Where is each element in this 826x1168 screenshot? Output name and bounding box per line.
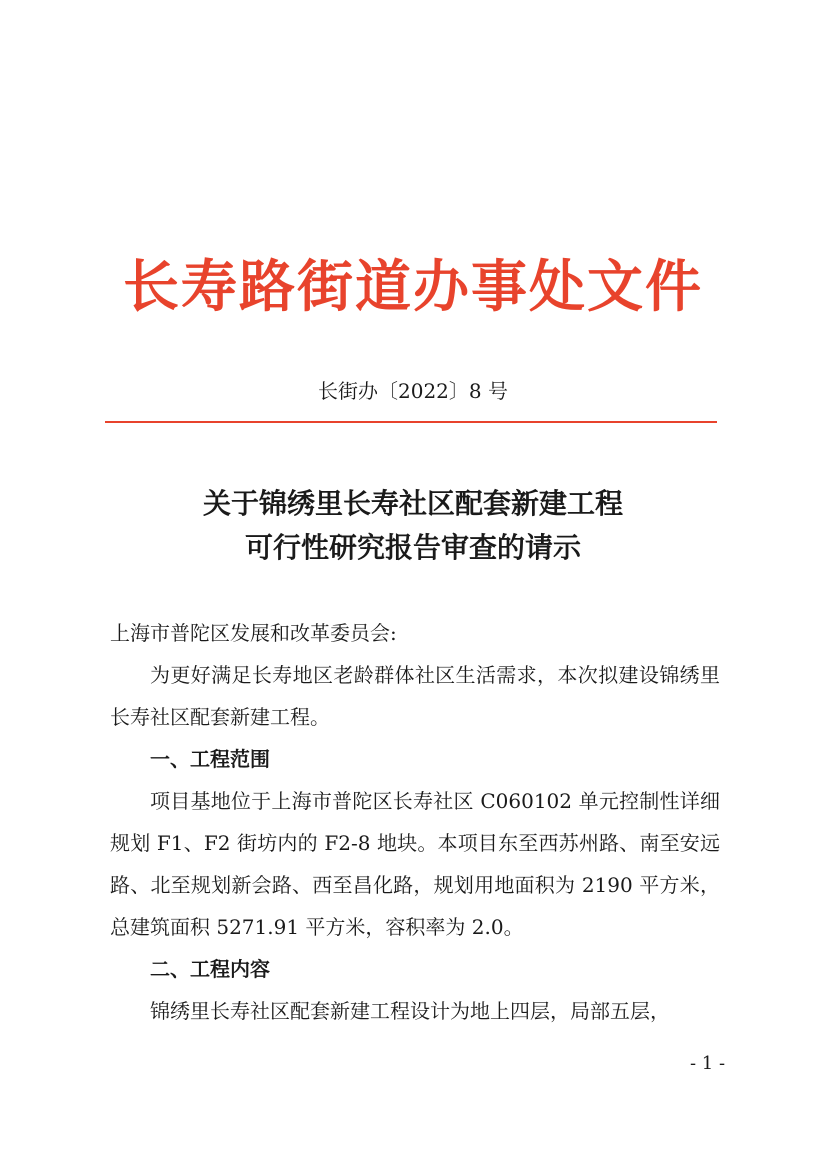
intro-paragraph: 为更好满足长寿地区老龄群体社区生活需求，本次拟建设锦绣里长寿社区配套新建工程。 bbox=[110, 663, 720, 729]
section-scope-paragraph: 项目基地位于上海市普陀区长寿社区 C060102 单元控制性详细规划 F1、F2 街坊内的 F2-8 地块。本项目东至西苏州路、南至安远路、北至规划新会路、西至昌化路，规划用地面积为 2190 平方米，总建筑面积 5271.91 平方米，容积率为 2.0。 bbox=[110, 789, 720, 939]
title-line-1: 关于锦绣里长寿社区配套新建工程 bbox=[202, 487, 623, 520]
issuer-header: 长寿路街道办事处文件 bbox=[123, 255, 703, 320]
document-number: 长街办〔2022〕8 号 bbox=[318, 379, 508, 403]
section-heading-scope: 一、工程范围 bbox=[150, 747, 270, 771]
title-line-2: 可行性研究报告审查的请示 bbox=[244, 531, 581, 564]
document-body bbox=[110, 612, 720, 1032]
document-title bbox=[0, 482, 826, 570]
section-content-paragraph: 锦绣里长寿社区配套新建工程设计为地上四层，局部五层， bbox=[150, 999, 670, 1023]
section-heading-content: 二、工程内容 bbox=[150, 957, 270, 981]
salutation: 上海市普陀区发展和改革委员会: bbox=[110, 621, 397, 645]
red-separator-line bbox=[105, 421, 717, 423]
page-number: - 1 - bbox=[690, 1053, 726, 1074]
